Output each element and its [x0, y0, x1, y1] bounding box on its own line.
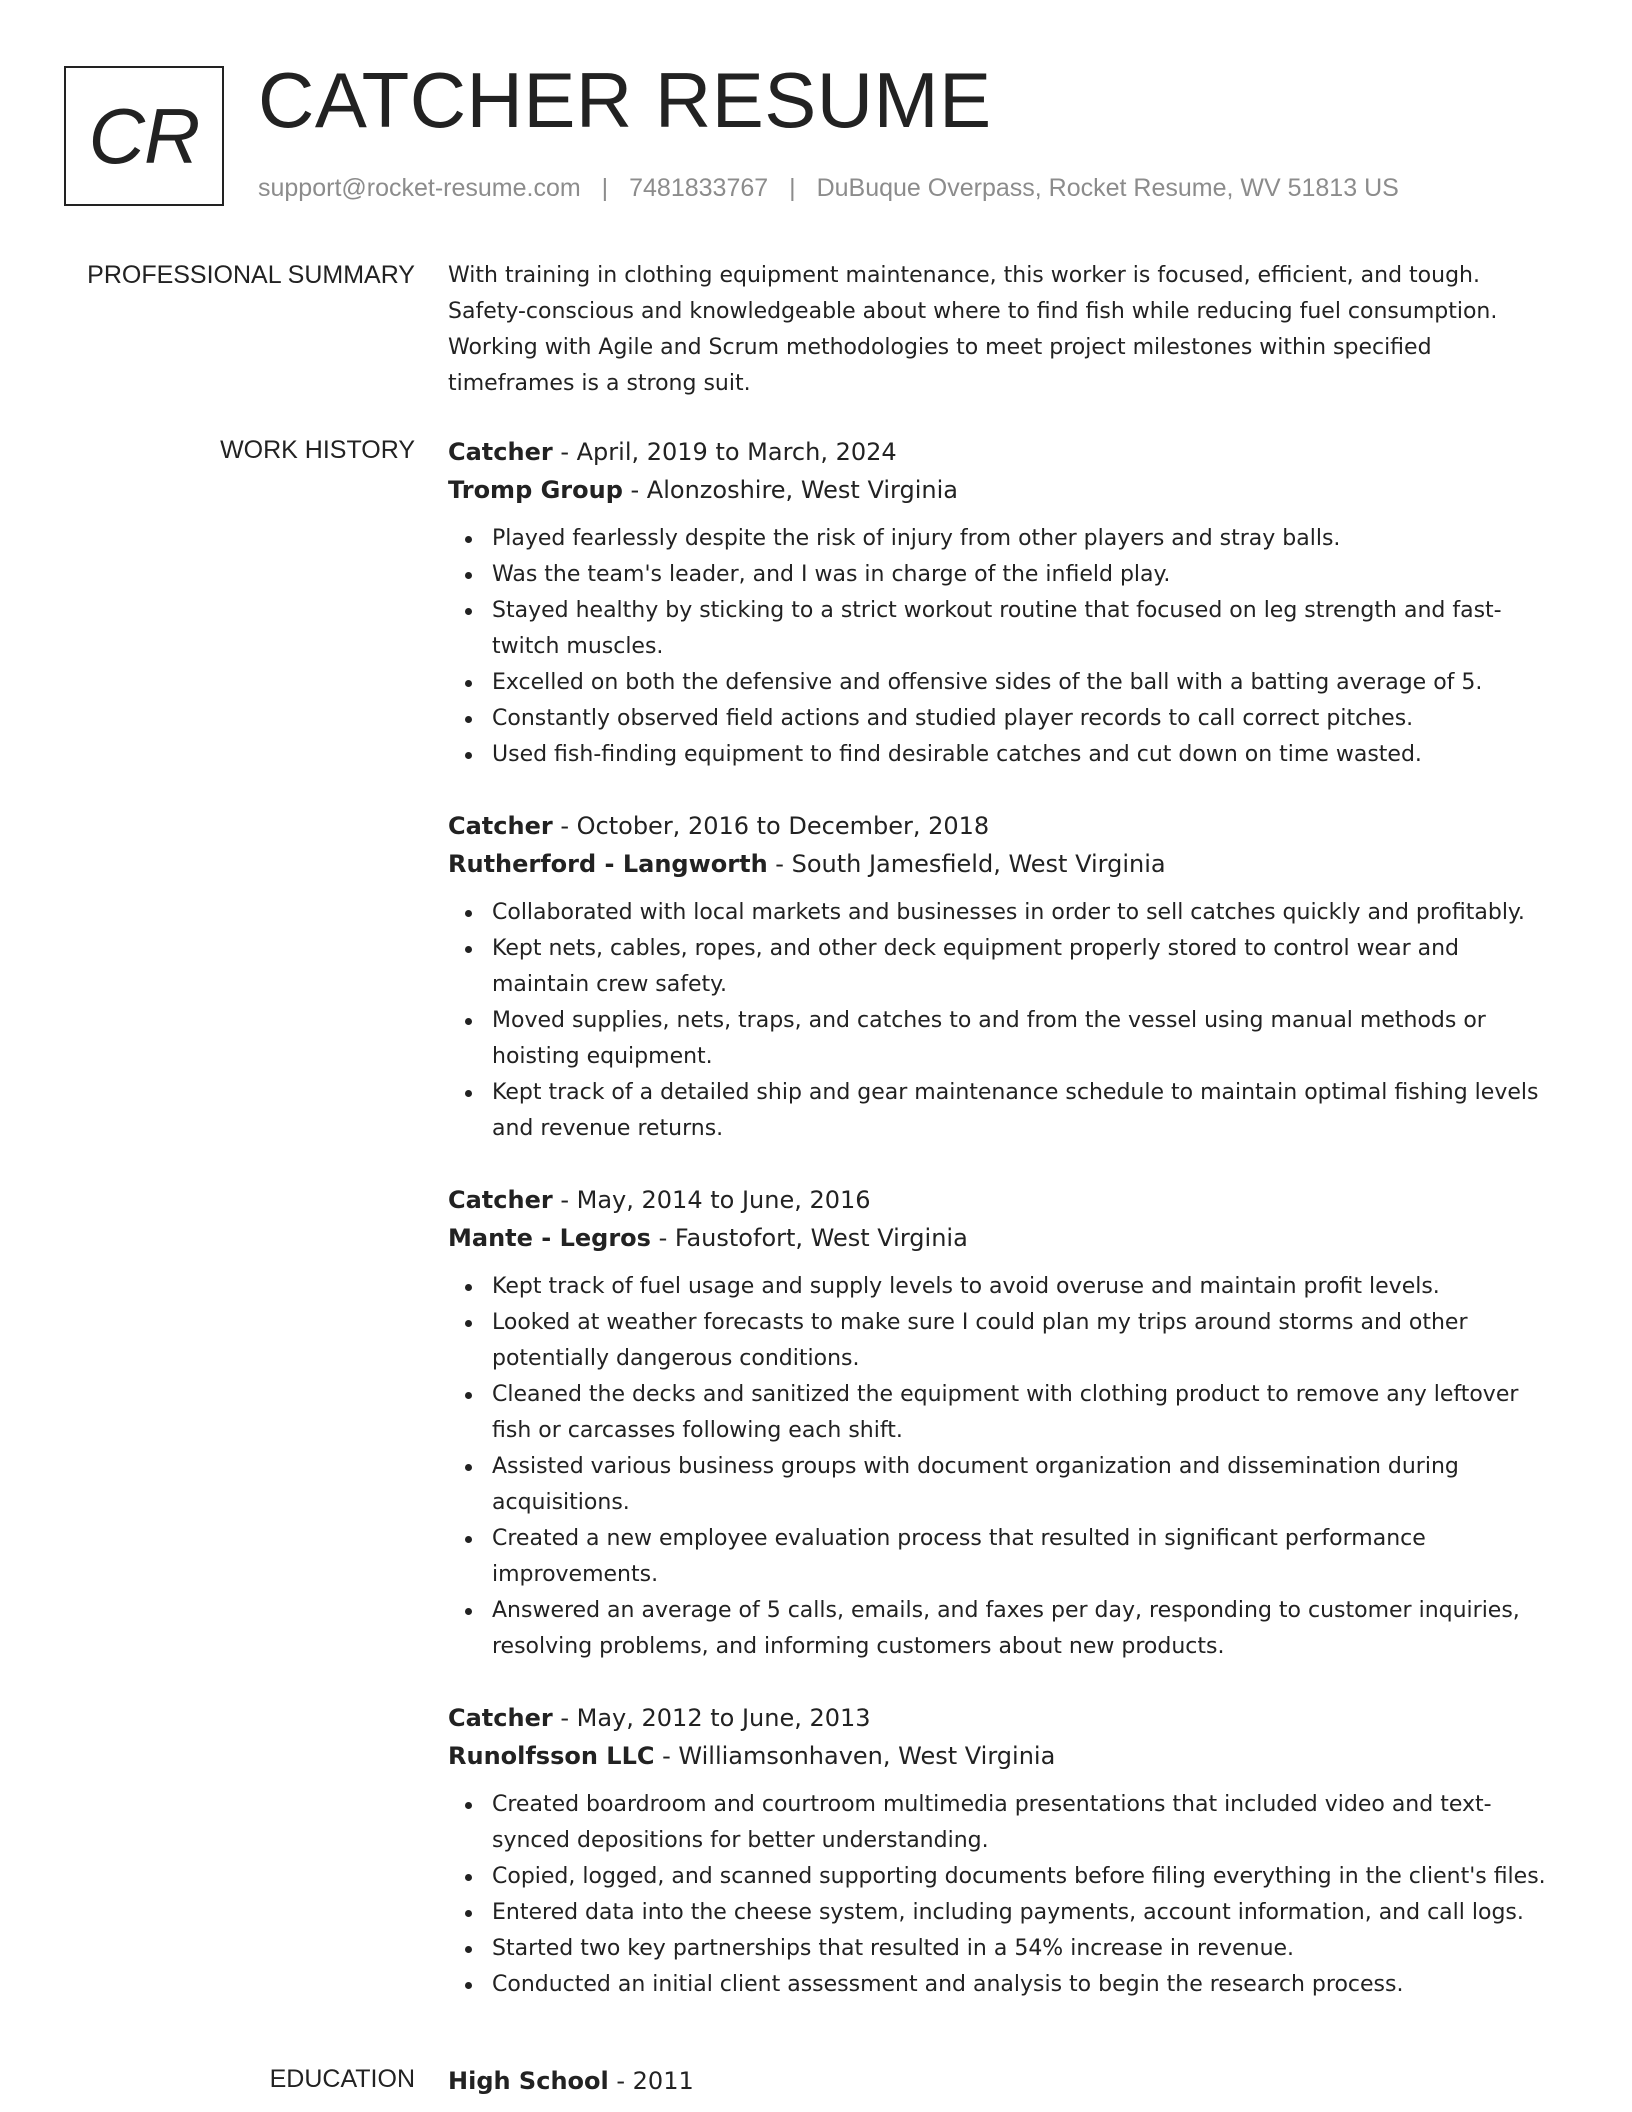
job-company: Tromp Group: [448, 476, 623, 504]
job-location: - Alonzoshire, West Virginia: [622, 476, 958, 504]
education-line: [448, 2062, 1563, 2100]
job-entry: [448, 1181, 1563, 1665]
bullet-item: Assisted various business groups with document organization and dissemination during acquisitions.: [448, 1449, 1563, 1521]
job-location: - South Jamesfield, West Virginia: [767, 850, 1166, 878]
education-heading: EDUCATION: [269, 2065, 415, 2093]
job-company-line: [448, 845, 1563, 883]
bullet-item: Used fish-finding equipment to find desirable catches and cut down on time wasted.: [448, 737, 1563, 773]
bullet-item: Constantly observed field actions and studied player records to call correct pitches.: [448, 701, 1563, 737]
bullet-item: Stayed healthy by sticking to a strict workout routine that focused on leg strength and fast-twitch muscles.: [448, 593, 1563, 665]
job-dates: - May, 2014 to June, 2016: [552, 1186, 871, 1214]
resume-name: CATCHER RESUME: [258, 56, 992, 144]
job-title: Catcher: [448, 438, 553, 466]
job-title-line: [448, 1699, 1563, 1737]
job-title: Catcher: [448, 812, 553, 840]
job-bullets: [448, 1787, 1563, 2003]
job-company: Runolfsson LLC: [448, 1742, 655, 1770]
job-title-line: [448, 433, 1563, 471]
job-bullets: [448, 521, 1563, 773]
bullet-item: Conducted an initial client assessment and analysis to begin the research process.: [448, 1967, 1563, 2003]
education-degree: High School: [448, 2067, 609, 2095]
job-company: Mante - Legros: [448, 1224, 651, 1252]
contact-phone: 7481833767: [629, 174, 769, 202]
bullet-item: Created a new employee evaluation process that resulted in significant performance improvements.: [448, 1521, 1563, 1593]
job-dates: - May, 2012 to June, 2013: [552, 1704, 871, 1732]
job-entry: [448, 433, 1563, 773]
job-entry: [448, 807, 1563, 1147]
bullet-item: Was the team's leader, and I was in charge of the infield play.: [448, 557, 1563, 593]
bullet-item: Collaborated with local markets and businesses in order to sell catches quickly and profitably.: [448, 895, 1563, 931]
bullet-item: Answered an average of 5 calls, emails, and faxes per day, responding to customer inquiries, resolving problems, and informing customers about new products.: [448, 1593, 1563, 1665]
job-company-line: [448, 1737, 1563, 1775]
work-history-heading: WORK HISTORY: [220, 436, 415, 464]
bullet-item: Started two key partnerships that resulted in a 54% increase in revenue.: [448, 1931, 1563, 1967]
bullet-item: Kept nets, cables, ropes, and other deck equipment properly stored to control wear and maintain crew safety.: [448, 931, 1563, 1003]
contact-address: DuBuque Overpass, Rocket Resume, WV 51813 US: [816, 174, 1399, 202]
bullet-item: Excelled on both the defensive and offensive sides of the ball with a batting average of 5.: [448, 665, 1563, 701]
job-company-line: [448, 471, 1563, 509]
bullet-item: Created boardroom and courtroom multimedia presentations that included video and text-synced depositions for better understanding.: [448, 1787, 1563, 1859]
monogram-logo: CR: [64, 66, 224, 206]
bullet-item: Cleaned the decks and sanitized the equipment with clothing product to remove any leftover fish or carcasses following each shift.: [448, 1377, 1563, 1449]
bullet-item: Kept track of a detailed ship and gear maintenance schedule to maintain optimal fishing levels and revenue returns.: [448, 1075, 1563, 1147]
bullet-item: Looked at weather forecasts to make sure I could plan my trips around storms and other potentially dangerous conditions.: [448, 1305, 1563, 1377]
contact-line: [258, 174, 1399, 203]
bullet-item: Entered data into the cheese system, including payments, account information, and call logs.: [448, 1895, 1563, 1931]
jobs-list: [448, 433, 1563, 2037]
bullet-item: Kept track of fuel usage and supply levels to avoid overuse and maintain profit levels.: [448, 1269, 1563, 1305]
job-company-line: [448, 1219, 1563, 1257]
summary-heading: PROFESSIONAL SUMMARY: [87, 261, 415, 289]
job-location: - Faustofort, West Virginia: [650, 1224, 968, 1252]
job-dates: - October, 2016 to December, 2018: [552, 812, 990, 840]
contact-email: support@rocket-resume.com: [258, 174, 581, 202]
contact-separator: |: [789, 174, 796, 202]
contact-separator: |: [601, 174, 609, 202]
bullet-item: Moved supplies, nets, traps, and catches to and from the vessel using manual methods or hoisting equipment.: [448, 1003, 1563, 1075]
job-title-line: [448, 1181, 1563, 1219]
bullet-item: Played fearlessly despite the risk of injury from other players and stray balls.: [448, 521, 1563, 557]
job-title-line: [448, 807, 1563, 845]
job-bullets: [448, 895, 1563, 1147]
job-location: - Williamsonhaven, West Virginia: [654, 1742, 1056, 1770]
job-bullets: [448, 1269, 1563, 1665]
job-entry: [448, 1699, 1563, 2003]
bullet-item: Copied, logged, and scanned supporting documents before filing everything in the client's files.: [448, 1859, 1563, 1895]
job-company: Rutherford - Langworth: [448, 850, 768, 878]
job-dates: - April, 2019 to March, 2024: [552, 438, 897, 466]
job-title: Catcher: [448, 1186, 553, 1214]
summary-text: With training in clothing equipment maintenance, this worker is focused, efficient, and tough. Safety-conscious and knowledgeable about where to find fish while reducing fuel consumption. Working with Agile and Scrum methodologies to meet project milestones within specified timeframes is a strong suit.: [448, 263, 1498, 396]
education-year: - 2011: [608, 2067, 694, 2095]
job-title: Catcher: [448, 1704, 553, 1732]
